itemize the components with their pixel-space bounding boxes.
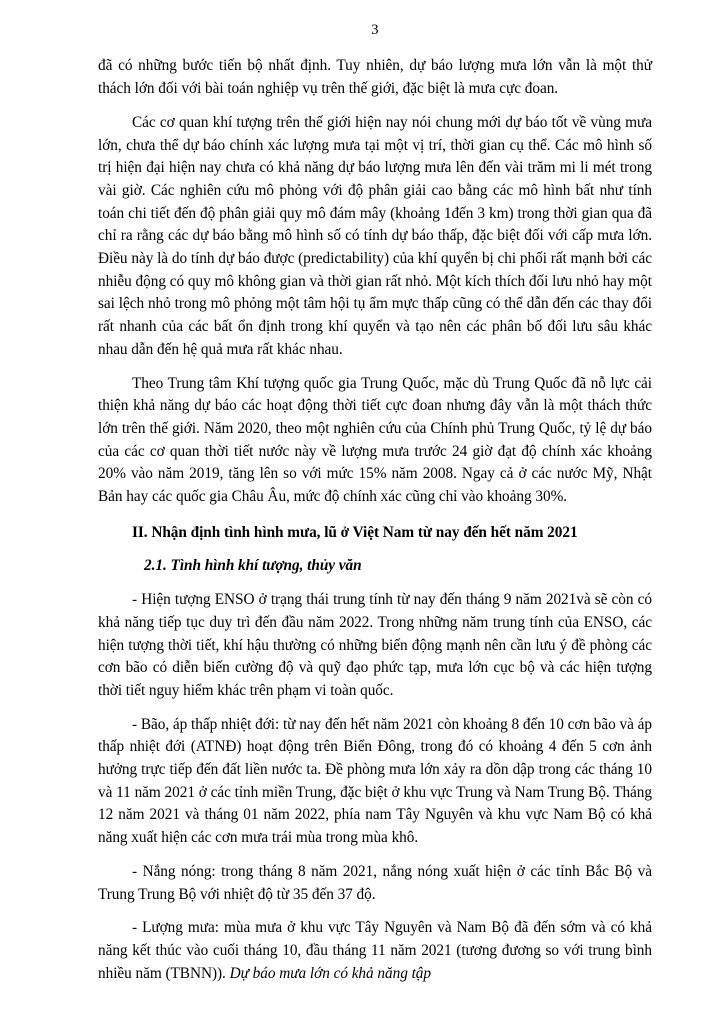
paragraph-gap [98, 703, 652, 714]
heading-gap [98, 544, 652, 555]
paragraph-enso: - Hiện tượng ENSO ở trạng thái trung tính từ nay đến tháng 9 năm 2021và sẽ còn có khả năng tiếp tục duy trì đến đầu năm 2022. Trong những năm trung tính của ENSO, các hiện tượng thời tiết, khí hậu thường có những biến động mạnh nên cần lưu ý đề phòng các cơn bão có diễn biến cường độ và quỹ đạo phức tạp, mưa lớn cục bộ và các hiện tượng thời tiết nguy hiểm khác trên phạm vi toàn quốc. [98, 591, 652, 699]
paragraph-intro-continued: đã có những bước tiến bộ nhất định. Tuy nhiên, dự báo lượng mưa lớn vẫn là một thử thách lớn đối với bài toán nghiệp vụ trên thế giới, đặc biệt là mưa cực đoan. [98, 57, 652, 98]
paragraph-gap [98, 362, 652, 373]
paragraph-rainfall [98, 917, 652, 985]
paragraph-china-meteorological-center: Theo Trung tâm Khí tượng quốc gia Trung Quốc, mặc dù Trung Quốc đã nỗ lực cải thiện khả năng dự báo các hoạt động thời tiết cực đoan nhưng đây vẫn là một thách thức lớn trên thế giới. Năm 2020, theo một nghiên cứu của Chính phủ Trung Quốc, tỷ lệ dự báo của các cơ quan thời tiết nước này về lượng mưa trước 24 giờ đạt độ chính xác khoảng 20% vào năm 2019, tăng lên so với mức 15% năm 2008. Ngay cả ở các nước Mỹ, Nhật Bản hay các quốc gia Châu Âu, mức độ chính xác cũng chỉ vào khoảng 30%. [98, 374, 652, 506]
section-heading-ii: II. Nhận định tình hình mưa, lũ ở Việt Nam từ nay đến hết năm 2021 [132, 523, 578, 541]
paragraph-heatwave: - Nắng nóng: trong tháng 8 năm 2021, nắng nóng xuất hiện ở các tỉnh Bắc Bộ và Trung Trung Bộ với nhiệt độ từ 35 đến 37 độ. [98, 862, 652, 903]
page-number: 3 [371, 22, 379, 38]
document-body [98, 55, 652, 985]
rainfall-text-plain: - Lượng mưa: mùa mưa ở khu vực Tây Nguyên và Nam Bộ đã đến sớm và có khả năng kết thúc vào cuối tháng 10, đầu tháng 11 năm 2021 (tương đương so với trung bình nhiều năm (TBNN)). [98, 919, 652, 982]
paragraph-gap [98, 101, 652, 112]
rainfall-text-italic: Dự báo mưa lớn có khả năng tập [229, 964, 431, 982]
paragraph-global-forecast-capability: Các cơ quan khí tượng trên thế giới hiện nay nói chung mới dự báo tốt về vùng mưa lớn, chưa thể dự báo chính xác lượng mưa tại một vị trí, thời gian cụ thể. Các mô hình số trị hiện đại hiện nay chưa có khả năng dự báo lượng mưa lên đến vài trăm mi li mét trong vài giờ. Các nghiên cứu mô phỏng với độ phân giải cao bằng các mô hình bất như tính toán chi tiết đến độ phân giải quy mô đám mây (khoảng 1đến 3 km) trong thời gian qua đã chỉ ra rằng các dự báo bằng mô hình số có tính dự báo thấp, đặc biệt đối với cấp mưa lớn. Điều này là do tính dự báo được (predictability) của khí quyển bị chi phối rất mạnh bởi các nhiễu động có quy mô không gian và thời gian rất nhỏ. Một kích thích đối lưu nhỏ hay một sai lệch nhỏ trong mô phỏng một tâm hội tụ ẩm mực thấp cũng có thể dẫn đến các thay đổi rất nhanh của các bất ổn định trong khí quyển và tạo nên các phân bố đối lưu sâu khác nhau dẫn đến hệ quả mưa rất khác nhau. [98, 113, 652, 358]
paragraph-gap [98, 906, 652, 917]
heading-gap [98, 509, 652, 522]
paragraph-storms: - Bão, áp thấp nhiệt đới: từ nay đến hết năm 2021 còn khoảng 8 đến 10 cơn bão và áp thấp nhiệt đới (ATNĐ) hoạt động trên Biển Đông, trong đó có khoảng 4 đến 5 cơn ảnh hưởng trực tiếp đến đất liền nước ta. Đề phòng mưa lớn xảy ra dồn dập trong các tháng 10 và 11 năm 2021 ở các tỉnh miền Trung, đặc biệt ở khu vực Trung và Nam Trung Bộ. Tháng 12 năm 2021 và tháng 01 năm 2022, phía nam Tây Nguyên và khu vực Nam Bộ có khả năng xuất hiện các cơn mưa trái mùa trong mùa khô. [98, 715, 652, 847]
paragraph-gap [98, 578, 652, 589]
paragraph-gap [98, 850, 652, 861]
subsection-heading-2-1: 2.1. Tình hình khí tượng, thủy văn [144, 557, 362, 575]
